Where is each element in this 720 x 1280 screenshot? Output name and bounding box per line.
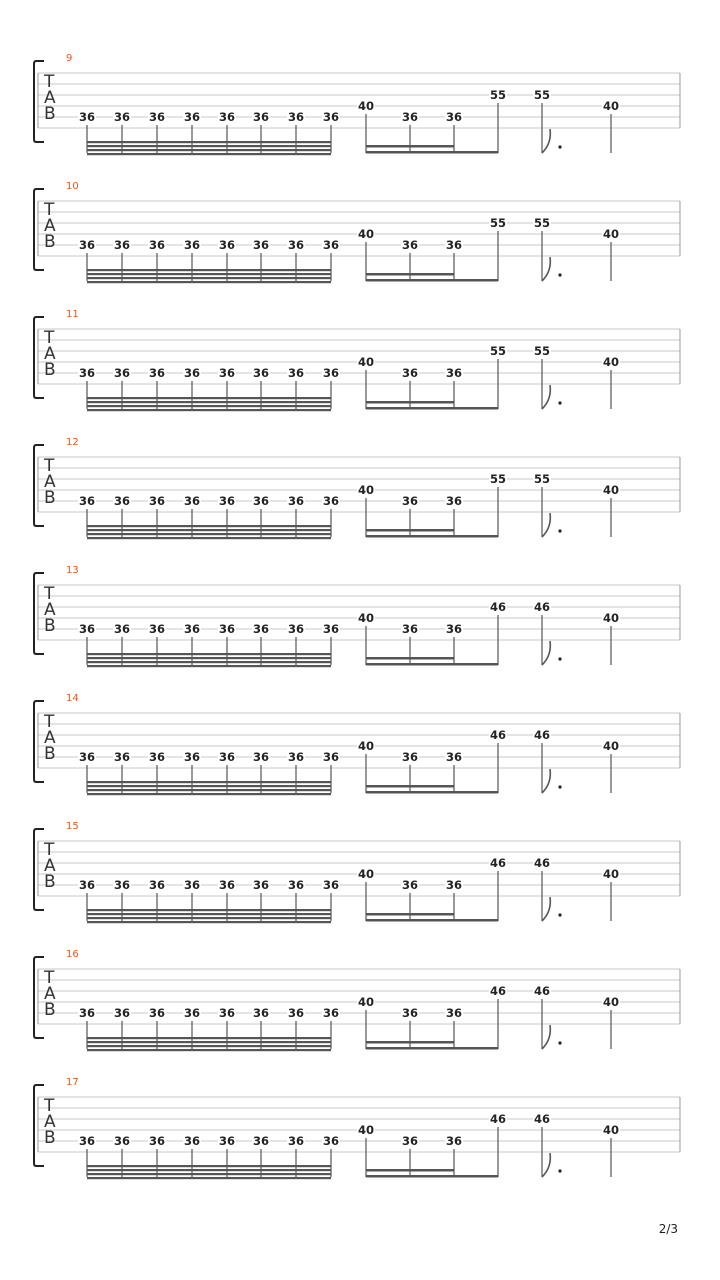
fret-number: 36 [218,750,236,764]
tab-clef-letter: B [44,616,56,636]
fret-number: 36 [322,750,340,764]
fret-number: 36 [401,366,419,380]
fret-number: 36 [322,238,340,252]
fret-number: 46 [533,856,551,870]
note-beam [366,663,498,666]
fret-number: 55 [533,472,551,486]
fret-number: 36 [401,494,419,508]
fret-number: 40 [357,227,375,241]
fret-number: 36 [287,622,305,636]
fret-number: 40 [602,227,620,241]
tab-clef-letter: A [44,600,56,620]
tab-system [34,693,680,795]
fret-number: 36 [401,878,419,892]
fret-number: 36 [322,878,340,892]
note-beam [87,657,331,659]
fret-number: 36 [287,238,305,252]
fret-number: 36 [148,1006,166,1020]
fret-number: 36 [252,366,270,380]
fret-number: 40 [357,1123,375,1137]
fret-number: 36 [148,1134,166,1148]
fret-number: 36 [218,366,236,380]
tab-clef-letter: T [44,840,55,860]
fret-number: 40 [602,739,620,753]
note-beam [87,409,331,411]
measure-number: 9 [66,53,73,64]
tab-clef-letter: T [44,200,55,220]
dot [558,913,561,916]
fret-number: 36 [113,110,131,124]
fret-number: 46 [533,984,551,998]
note-flag [542,1153,550,1177]
fret-number: 36 [148,622,166,636]
fret-number: 36 [445,1006,463,1020]
fret-number: 36 [287,750,305,764]
fret-number: 40 [357,483,375,497]
fret-number: 36 [322,1134,340,1148]
fret-number: 36 [148,494,166,508]
fret-number: 36 [287,366,305,380]
fret-number: 36 [113,878,131,892]
tab-clef-letter: A [44,984,56,1004]
fret-number: 36 [445,878,463,892]
tab-system [34,1077,680,1179]
tab-clef-letter: T [44,328,55,348]
note-beam [366,791,498,794]
note-beam [87,653,331,655]
note-flag [542,257,550,281]
fret-number: 40 [602,1123,620,1137]
fret-number: 40 [357,611,375,625]
fret-number: 36 [287,1006,305,1020]
tab-clef-letter: B [44,232,56,252]
fret-number: 36 [445,1134,463,1148]
note-beam [87,269,331,271]
fret-number: 36 [113,1006,131,1020]
note-beam [366,1047,498,1050]
fret-number: 36 [148,750,166,764]
tab-clef-letter: A [44,472,56,492]
tab-clef-letter: B [44,744,56,764]
note-beam [87,529,331,531]
note-beam [87,145,331,147]
dot [558,273,561,276]
fret-number: 36 [113,238,131,252]
fret-number: 36 [445,750,463,764]
note-beam [366,1175,498,1178]
measure-number: 13 [66,565,79,576]
note-beam [366,407,498,410]
fret-number: 36 [218,878,236,892]
fret-number: 40 [602,611,620,625]
note-beam [366,145,454,148]
fret-number: 36 [78,238,96,252]
tab-system [34,949,680,1051]
fret-number: 36 [183,238,201,252]
fret-number: 36 [445,494,463,508]
note-beam [87,793,331,795]
tab-clef-letter: T [44,584,55,604]
note-beam [87,1049,331,1051]
page-number: 2/3 [658,1222,678,1236]
tab-system [34,53,680,155]
fret-number: 55 [533,216,551,230]
note-flag [542,1025,550,1049]
tab-clef-letter: A [44,216,56,236]
note-beam [366,1169,454,1172]
fret-number: 36 [218,622,236,636]
fret-number: 55 [533,88,551,102]
note-beam [366,913,454,916]
fret-number: 46 [489,984,507,998]
note-flag [542,513,550,537]
measure-number: 14 [66,693,79,704]
note-beam [87,141,331,143]
fret-number: 36 [183,366,201,380]
note-beam [87,281,331,283]
dot [558,1169,561,1172]
fret-number: 36 [445,238,463,252]
note-beam [87,273,331,275]
note-beam [87,665,331,667]
fret-number: 36 [183,878,201,892]
fret-number: 36 [78,366,96,380]
fret-number: 36 [252,494,270,508]
fret-number: 36 [401,1134,419,1148]
fret-number: 36 [78,110,96,124]
fret-number: 40 [357,995,375,1009]
tab-clef-letter: A [44,88,56,108]
fret-number: 36 [252,1134,270,1148]
fret-number: 36 [78,878,96,892]
tab-system [34,437,680,539]
dot [558,145,561,148]
fret-number: 36 [218,238,236,252]
fret-number: 40 [602,99,620,113]
fret-number: 36 [113,1134,131,1148]
tab-clef-letter: B [44,1128,56,1148]
fret-number: 36 [183,110,201,124]
fret-number: 36 [445,366,463,380]
note-flag [542,769,550,793]
tab-system [34,565,680,667]
note-beam [366,535,498,538]
note-beam [87,405,331,407]
fret-number: 46 [533,728,551,742]
note-flag [542,641,550,665]
note-flag [542,897,550,921]
note-beam [87,1177,331,1179]
note-beam [87,537,331,539]
fret-number: 36 [113,622,131,636]
note-beam [87,277,331,279]
fret-number: 36 [322,366,340,380]
tab-clef-letter: B [44,488,56,508]
fret-number: 55 [489,88,507,102]
fret-number: 36 [322,494,340,508]
fret-number: 36 [78,494,96,508]
fret-number: 40 [602,355,620,369]
fret-number: 36 [183,1006,201,1020]
fret-number: 36 [148,878,166,892]
measure-number: 10 [66,181,79,192]
note-beam [366,919,498,922]
tab-clef-letter: B [44,360,56,380]
dot [558,529,561,532]
measure-number: 11 [66,309,79,320]
fret-number: 36 [183,1134,201,1148]
fret-number: 36 [78,750,96,764]
fret-number: 36 [78,1134,96,1148]
fret-number: 40 [357,867,375,881]
note-beam [87,917,331,919]
fret-number: 36 [252,750,270,764]
fret-number: 40 [357,739,375,753]
note-beam [87,781,331,783]
fret-number: 40 [602,867,620,881]
fret-number: 36 [78,1006,96,1020]
fret-number: 36 [287,494,305,508]
measure-number: 15 [66,821,79,832]
fret-number: 36 [287,1134,305,1148]
tab-clef-letter: A [44,856,56,876]
note-beam [87,401,331,403]
note-beam [87,785,331,787]
fret-number: 36 [287,878,305,892]
note-beam [366,529,454,532]
fret-number: 46 [489,728,507,742]
tab-clef-letter: A [44,1112,56,1132]
fret-number: 55 [489,344,507,358]
dot [558,785,561,788]
fret-number: 46 [489,1112,507,1126]
note-beam [87,789,331,791]
fret-number: 36 [218,1006,236,1020]
fret-number: 46 [533,1112,551,1126]
tab-clef-letter: T [44,712,55,732]
fret-number: 36 [252,110,270,124]
fret-number: 36 [113,750,131,764]
fret-number: 40 [602,483,620,497]
fret-number: 36 [322,622,340,636]
fret-number: 36 [113,366,131,380]
note-beam [366,273,454,276]
fret-number: 36 [218,494,236,508]
fret-number: 40 [602,995,620,1009]
tab-clef-letter: T [44,968,55,988]
note-beam [366,279,498,282]
note-beam [87,1041,331,1043]
note-beam [87,1169,331,1171]
fret-number: 36 [287,110,305,124]
note-beam [87,153,331,155]
note-beam [87,1045,331,1047]
fret-number: 36 [148,110,166,124]
fret-number: 36 [322,1006,340,1020]
fret-number: 36 [401,1006,419,1020]
note-beam [87,397,331,399]
fret-number: 36 [183,622,201,636]
note-beam [87,525,331,527]
fret-number: 36 [322,110,340,124]
tab-clef-letter: A [44,344,56,364]
fret-number: 36 [252,1006,270,1020]
fret-number: 36 [218,1134,236,1148]
fret-number: 36 [401,110,419,124]
fret-number: 36 [218,110,236,124]
note-beam [366,1041,454,1044]
fret-number: 36 [113,494,131,508]
fret-number: 46 [533,600,551,614]
fret-number: 36 [401,238,419,252]
note-beam [366,785,454,788]
note-flag [542,129,550,153]
fret-number: 36 [252,238,270,252]
note-beam [87,921,331,923]
note-beam [87,1037,331,1039]
tab-clef-letter: B [44,1000,56,1020]
fret-number: 55 [533,344,551,358]
fret-number: 36 [78,622,96,636]
fret-number: 36 [183,750,201,764]
fret-number: 55 [489,472,507,486]
fret-number: 36 [148,238,166,252]
note-beam [87,661,331,663]
fret-number: 36 [401,750,419,764]
tab-clef-letter: B [44,104,56,124]
fret-number: 36 [445,110,463,124]
note-beam [366,151,498,154]
fret-number: 40 [357,355,375,369]
note-beam [87,913,331,915]
dot [558,657,561,660]
note-beam [87,1165,331,1167]
fret-number: 36 [148,366,166,380]
note-beam [87,909,331,911]
note-beam [87,149,331,151]
note-beam [87,1173,331,1175]
note-flag [542,385,550,409]
fret-number: 36 [445,622,463,636]
dot [558,1041,561,1044]
tab-clef-letter: T [44,1096,55,1116]
fret-number: 55 [489,216,507,230]
fret-number: 36 [252,878,270,892]
fret-number: 36 [401,622,419,636]
fret-number: 40 [357,99,375,113]
fret-number: 36 [183,494,201,508]
tab-clef-letter: T [44,456,55,476]
measure-number: 17 [66,1077,79,1088]
tab-clef-letter: T [44,72,55,92]
tab-system [34,181,680,283]
tab-clef-letter: A [44,728,56,748]
measure-number: 16 [66,949,79,960]
note-beam [87,533,331,535]
note-beam [366,401,454,404]
tab-clef-letter: B [44,872,56,892]
dot [558,401,561,404]
tab-system [34,309,680,411]
fret-number: 36 [252,622,270,636]
tab-system [34,821,680,923]
fret-number: 46 [489,856,507,870]
fret-number: 46 [489,600,507,614]
note-beam [366,657,454,660]
measure-number: 12 [66,437,79,448]
